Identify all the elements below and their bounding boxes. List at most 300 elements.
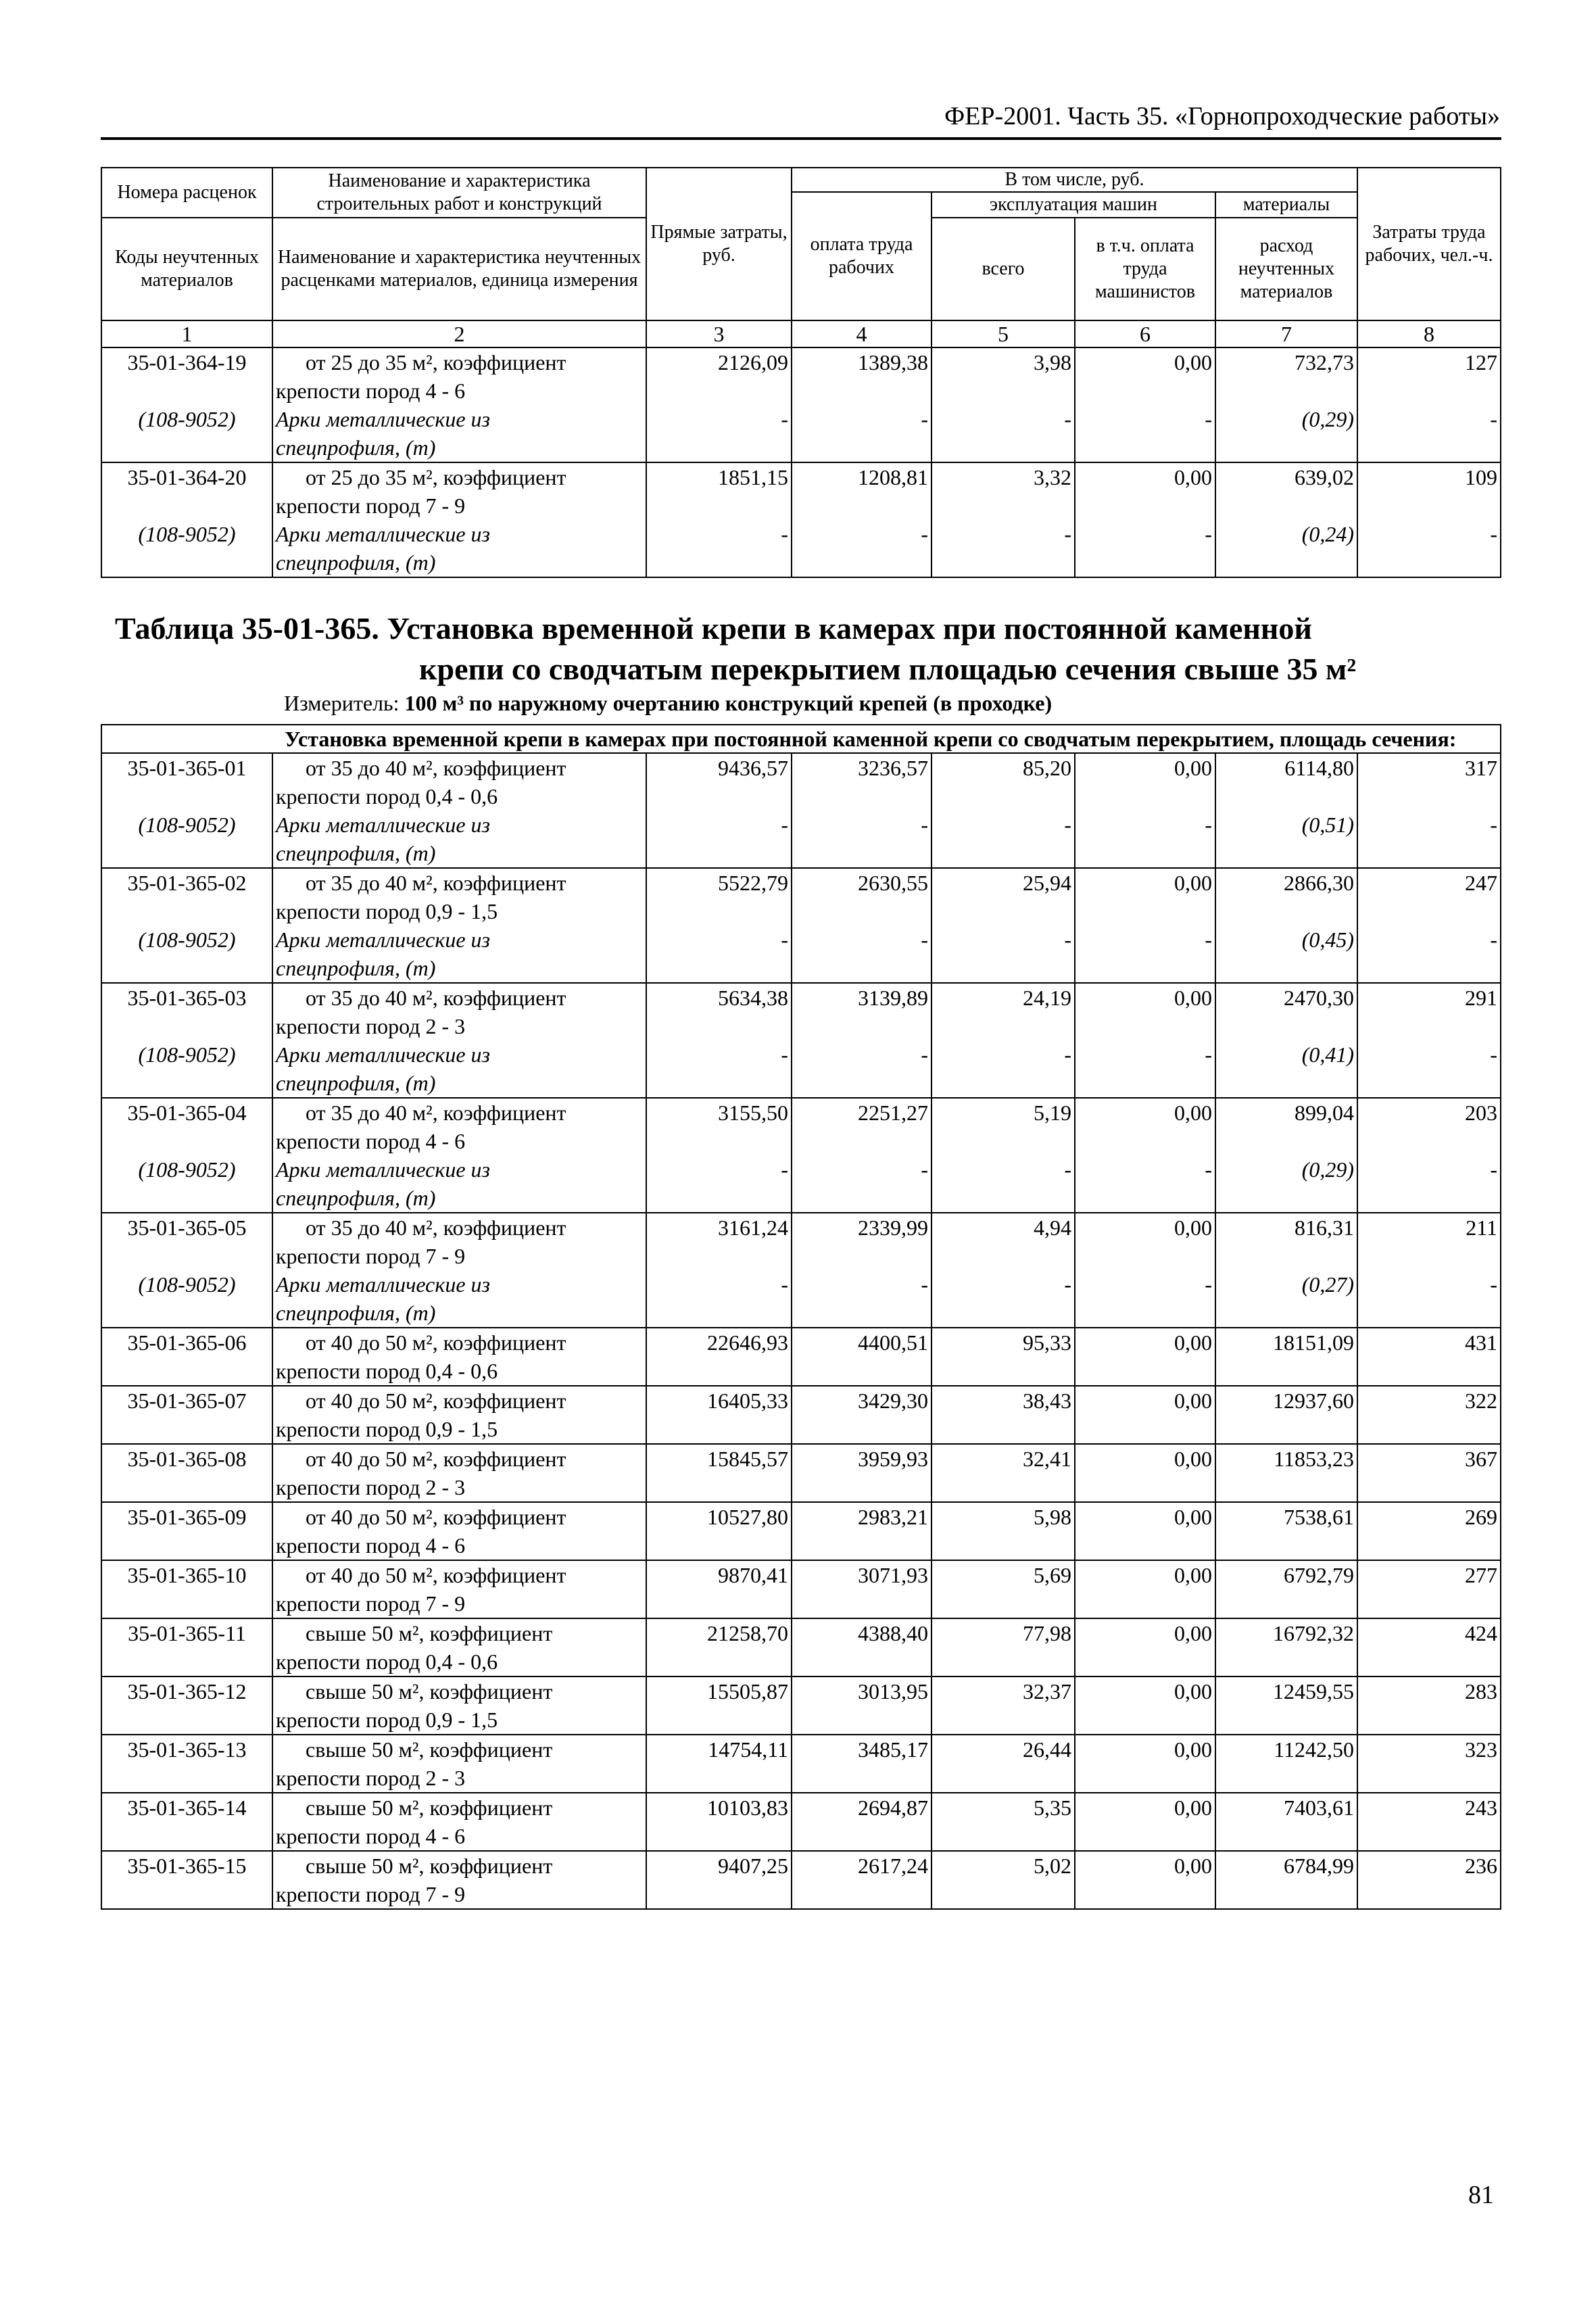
description-line: крепости пород 4 - 6	[276, 1129, 466, 1153]
material-worker-wage: -	[921, 1157, 928, 1182]
description-line: от 35 до 40 м², коэффициент	[306, 986, 566, 1010]
materials-cell	[1215, 868, 1357, 983]
materials-cell	[1215, 753, 1357, 868]
material-name: Арки металлические из	[276, 927, 491, 952]
machines-total-cell	[932, 1098, 1075, 1213]
material-machinist-wage: -	[1205, 1042, 1212, 1067]
machinist-wage: 0,00	[1174, 986, 1212, 1010]
machinist-wage: 0,00	[1174, 1389, 1212, 1413]
labor-hours-cell	[1357, 1793, 1501, 1851]
table-row	[101, 1676, 1501, 1735]
direct-costs: 2126,09	[718, 350, 788, 375]
material-name: спецпрофиля, (т)	[276, 841, 436, 865]
col-wage: оплата труда рабочих	[792, 192, 932, 320]
description-line: от 25 до 35 м², коэффициент	[306, 350, 566, 375]
description-line: от 25 до 35 м², коэффициент	[306, 465, 566, 489]
column-number: 7	[1215, 320, 1357, 347]
description-cell	[272, 1502, 646, 1560]
rate-code: 35-01-365-14	[127, 1795, 247, 1820]
col-material-use: расход неучтенных материалов	[1215, 218, 1357, 320]
machinist-wage: 0,00	[1174, 756, 1212, 780]
direct-costs: 15505,87	[707, 1679, 788, 1704]
table-row	[101, 1618, 1501, 1676]
direct-costs: 10527,80	[707, 1505, 788, 1529]
worker-wage-cell	[792, 1328, 932, 1386]
machinist-wage-cell	[1075, 1560, 1215, 1618]
description-cell	[272, 868, 646, 983]
material-machines-total: -	[1064, 1272, 1071, 1297]
labor-hours-cell	[1357, 1502, 1501, 1560]
materials: 12459,55	[1273, 1679, 1354, 1704]
machines-total: 5,19	[1034, 1101, 1071, 1125]
description-cell	[272, 1098, 646, 1213]
materials-cell	[1215, 983, 1357, 1098]
description-line: крепости пород 2 - 3	[276, 1475, 466, 1499]
material-materials: (0,41)	[1301, 1042, 1354, 1067]
machines-total-cell	[932, 1676, 1075, 1735]
material-name: Арки металлические из	[276, 407, 491, 431]
labor-hours: 291	[1465, 986, 1497, 1010]
col-material-codes: Коды неучтенных материалов	[101, 218, 272, 320]
direct-costs: 10103,83	[707, 1795, 788, 1820]
machinist-wage: 0,00	[1174, 1447, 1212, 1471]
rate-code-cell	[101, 1328, 272, 1386]
worker-wage-cell	[792, 1618, 932, 1676]
worker-wage: 1389,38	[858, 350, 928, 375]
description-line: от 40 до 50 м², коэффициент	[306, 1330, 566, 1355]
machines-total: 32,41	[1023, 1447, 1071, 1471]
direct-costs-cell	[646, 1735, 792, 1793]
machines-total-cell	[932, 1502, 1075, 1560]
description-line: крепости пород 0,9 - 1,5	[276, 899, 498, 923]
material-machines-total: -	[1064, 522, 1071, 546]
rate-code-cell	[101, 753, 272, 868]
material-name: спецпрофиля, (т)	[276, 1301, 436, 1325]
rate-code-cell	[101, 1793, 272, 1851]
running-header: ФЕР-2001. Часть 35. «Горнопроходческие работы»	[944, 102, 1500, 130]
materials: 732,73	[1295, 350, 1354, 375]
worker-wage-cell	[792, 1676, 932, 1735]
description-line: от 35 до 40 м², коэффициент	[306, 871, 566, 895]
description-cell	[272, 347, 646, 462]
worker-wage-cell	[792, 1851, 932, 1909]
column-number: 3	[646, 320, 792, 347]
material-labor-hours: -	[1490, 407, 1497, 431]
description-cell	[272, 1735, 646, 1793]
machinist-wage: 0,00	[1174, 1737, 1212, 1762]
machines-total: 77,98	[1023, 1621, 1071, 1645]
machinist-wage-cell	[1075, 1676, 1215, 1735]
labor-hours: 322	[1465, 1389, 1497, 1413]
table-row	[101, 347, 1501, 462]
rate-code: 35-01-365-04	[127, 1101, 247, 1125]
machinist-wage-cell	[1075, 1444, 1215, 1502]
worker-wage: 1208,81	[858, 465, 928, 489]
material-materials: (0,27)	[1301, 1272, 1354, 1297]
description-cell	[272, 1618, 646, 1676]
direct-costs-cell	[646, 983, 792, 1098]
material-code: (108-9052)	[138, 1042, 236, 1067]
description-cell	[272, 1213, 646, 1328]
rates-table-365	[101, 724, 1501, 1910]
direct-costs-cell	[646, 1213, 792, 1328]
machines-total: 26,44	[1023, 1737, 1071, 1762]
description-line: свыше 50 м², коэффициент	[306, 1737, 553, 1762]
labor-hours-cell	[1357, 1676, 1501, 1735]
table-title	[115, 608, 1467, 690]
machinist-wage: 0,00	[1174, 465, 1212, 489]
direct-costs-cell	[646, 1444, 792, 1502]
rate-code-cell	[101, 1676, 272, 1735]
col-including: В том числе, руб.	[792, 168, 1357, 192]
material-name: Арки металлические из	[276, 813, 491, 837]
labor-hours: 203	[1465, 1101, 1497, 1125]
rate-code-cell	[101, 1386, 272, 1444]
column-number: 6	[1075, 320, 1215, 347]
labor-hours: 367	[1465, 1447, 1497, 1471]
machinist-wage-cell	[1075, 983, 1215, 1098]
worker-wage: 3429,30	[858, 1389, 928, 1413]
labor-hours: 269	[1465, 1505, 1497, 1529]
material-materials: (0,29)	[1301, 1157, 1354, 1182]
col-rate-number: Номера расценок	[101, 168, 272, 218]
rate-code-cell	[101, 868, 272, 983]
machines-total-cell	[932, 347, 1075, 462]
worker-wage: 3959,93	[858, 1447, 928, 1471]
rate-code-cell	[101, 1502, 272, 1560]
worker-wage-cell	[792, 347, 932, 462]
worker-wage: 4400,51	[858, 1330, 928, 1355]
column-number: 5	[932, 320, 1075, 347]
machinist-wage: 0,00	[1174, 350, 1212, 375]
labor-hours-cell	[1357, 1851, 1501, 1909]
material-name: спецпрофиля, (т)	[276, 550, 436, 575]
material-name: спецпрофиля, (т)	[276, 956, 436, 980]
col-machines: эксплуатация машин	[932, 192, 1215, 218]
worker-wage: 2251,27	[858, 1101, 928, 1125]
description-cell	[272, 1444, 646, 1502]
description-line: крепости пород 7 - 9	[276, 1591, 466, 1616]
group-heading: Установка временной крепи в камерах при постоянной каменной крепи со сводчатым перекрытием, площадь сечения:	[101, 725, 1501, 753]
worker-wage-cell	[792, 1793, 932, 1851]
machines-total: 85,20	[1023, 756, 1071, 780]
material-materials: (0,51)	[1301, 813, 1354, 837]
materials: 639,02	[1295, 465, 1354, 489]
worker-wage-cell	[792, 1444, 932, 1502]
description-cell	[272, 1386, 646, 1444]
table-row	[101, 868, 1501, 983]
direct-costs-cell	[646, 868, 792, 983]
labor-hours: 243	[1465, 1795, 1497, 1820]
materials-cell	[1215, 1213, 1357, 1328]
rate-code-cell	[101, 462, 272, 577]
description-cell	[272, 983, 646, 1098]
machines-total: 38,43	[1023, 1389, 1071, 1413]
materials: 2470,30	[1284, 986, 1354, 1010]
material-direct-costs: -	[781, 1272, 788, 1297]
rate-code: 35-01-365-10	[127, 1563, 247, 1587]
worker-wage: 4388,40	[858, 1621, 928, 1645]
material-name: спецпрофиля, (т)	[276, 1186, 436, 1210]
material-machinist-wage: -	[1205, 927, 1212, 952]
table-row	[101, 462, 1501, 577]
worker-wage: 2617,24	[858, 1854, 928, 1878]
direct-costs: 9870,41	[718, 1563, 788, 1587]
machines-total-cell	[932, 1444, 1075, 1502]
worker-wage: 3071,93	[858, 1563, 928, 1587]
machines-total-cell	[932, 868, 1075, 983]
machines-total-cell	[932, 1735, 1075, 1793]
rate-code: 35-01-365-08	[127, 1447, 247, 1471]
worker-wage: 2694,87	[858, 1795, 928, 1820]
rate-code-cell	[101, 983, 272, 1098]
col-labor: Затраты труда рабочих, чел.-ч.	[1357, 168, 1501, 320]
column-number: 2	[272, 320, 646, 347]
description-cell	[272, 1851, 646, 1909]
machinist-wage: 0,00	[1174, 1621, 1212, 1645]
material-labor-hours: -	[1490, 1157, 1497, 1182]
column-number: 8	[1357, 320, 1501, 347]
table-row	[101, 1098, 1501, 1213]
description-cell	[272, 1328, 646, 1386]
material-machines-total: -	[1064, 1157, 1071, 1182]
rate-code: 35-01-365-01	[127, 756, 247, 780]
direct-costs-cell	[646, 1851, 792, 1909]
labor-hours: 211	[1466, 1215, 1497, 1240]
machinist-wage-cell	[1075, 1098, 1215, 1213]
material-direct-costs: -	[781, 1042, 788, 1067]
materials-cell	[1215, 1851, 1357, 1909]
material-code: (108-9052)	[138, 813, 236, 837]
column-number: 4	[792, 320, 932, 347]
table-row	[101, 1444, 1501, 1502]
description-line: свыше 50 м², коэффициент	[306, 1854, 553, 1878]
rates-table-364	[101, 167, 1501, 578]
description-line: от 40 до 50 м², коэффициент	[306, 1505, 566, 1529]
machines-total-cell	[932, 1328, 1075, 1386]
description-cell	[272, 1676, 646, 1735]
description-line: свыше 50 м², коэффициент	[306, 1679, 553, 1704]
direct-costs-cell	[646, 1098, 792, 1213]
material-direct-costs: -	[781, 407, 788, 431]
material-name: спецпрофиля, (т)	[276, 1071, 436, 1095]
machinist-wage-cell	[1075, 868, 1215, 983]
description-cell	[272, 1560, 646, 1618]
machines-total-cell	[932, 1793, 1075, 1851]
rate-code: 35-01-365-15	[127, 1854, 247, 1878]
description-line: крепости пород 0,9 - 1,5	[276, 1417, 498, 1441]
machines-total-cell	[932, 1618, 1075, 1676]
table-row	[101, 1386, 1501, 1444]
machines-total: 25,94	[1023, 871, 1071, 895]
table-row	[101, 1735, 1501, 1793]
material-labor-hours: -	[1490, 522, 1497, 546]
worker-wage: 2630,55	[858, 871, 928, 895]
machinist-wage-cell	[1075, 1213, 1215, 1328]
rate-code-cell	[101, 1560, 272, 1618]
material-labor-hours: -	[1490, 927, 1497, 952]
materials: 12937,60	[1273, 1389, 1354, 1413]
col-materials: материалы	[1215, 192, 1357, 218]
material-materials: (0,45)	[1301, 927, 1354, 952]
machines-total-cell	[932, 462, 1075, 577]
direct-costs: 16405,33	[707, 1389, 788, 1413]
description-cell	[272, 462, 646, 577]
page-number: 81	[1468, 2181, 1494, 2209]
worker-wage-cell	[792, 1098, 932, 1213]
material-name: спецпрофиля, (т)	[276, 435, 436, 460]
materials-cell	[1215, 1098, 1357, 1213]
worker-wage: 2339,99	[858, 1215, 928, 1240]
materials: 6792,79	[1284, 1563, 1354, 1587]
machinist-wage: 0,00	[1174, 1795, 1212, 1820]
materials: 6784,99	[1284, 1854, 1354, 1878]
worker-wage-cell	[792, 868, 932, 983]
table-row	[101, 1213, 1501, 1328]
measure-unit	[284, 691, 1052, 716]
machinist-wage: 0,00	[1174, 1101, 1212, 1125]
materials-cell	[1215, 1618, 1357, 1676]
worker-wage-cell	[792, 753, 932, 868]
description-line: крепости пород 0,4 - 0,6	[276, 1359, 498, 1383]
col-direct-costs: Прямые затраты, руб.	[646, 168, 792, 320]
machines-total: 3,98	[1034, 350, 1071, 375]
material-code: (108-9052)	[138, 1272, 236, 1297]
description-line: крепости пород 0,4 - 0,6	[276, 784, 498, 809]
worker-wage-cell	[792, 1735, 932, 1793]
material-name: Арки металлические из	[276, 1272, 491, 1297]
description-line: крепости пород 4 - 6	[276, 379, 466, 403]
labor-hours: 431	[1465, 1330, 1497, 1355]
table-row	[101, 1851, 1501, 1909]
table-title-line-1: Таблица 35-01-365. Установка временной крепи в камерах при постоянной каменной	[115, 611, 1312, 646]
description-line: от 40 до 50 м², коэффициент	[306, 1389, 566, 1413]
material-name: Арки металлические из	[276, 522, 491, 546]
description-cell	[272, 753, 646, 868]
rate-code: 35-01-364-19	[127, 350, 247, 375]
description-line: крепости пород 0,9 - 1,5	[276, 1708, 498, 1732]
rate-code: 35-01-365-07	[127, 1389, 247, 1413]
rate-code: 35-01-365-12	[127, 1679, 247, 1704]
materials: 7403,61	[1284, 1795, 1354, 1820]
materials-cell	[1215, 1502, 1357, 1560]
rate-code-cell	[101, 347, 272, 462]
machines-total: 24,19	[1023, 986, 1071, 1010]
materials: 11242,50	[1274, 1737, 1354, 1762]
worker-wage-cell	[792, 983, 932, 1098]
machines-total-cell	[932, 1851, 1075, 1909]
rate-code-cell	[101, 1618, 272, 1676]
direct-costs-cell	[646, 753, 792, 868]
material-worker-wage: -	[921, 927, 928, 952]
direct-costs: 3155,50	[718, 1101, 788, 1125]
labor-hours-cell	[1357, 347, 1501, 462]
material-worker-wage: -	[921, 813, 928, 837]
table-row	[101, 983, 1501, 1098]
machinist-wage-cell	[1075, 1851, 1215, 1909]
material-labor-hours: -	[1490, 1042, 1497, 1067]
rate-code: 35-01-365-05	[127, 1215, 247, 1240]
labor-hours: 109	[1465, 465, 1497, 489]
direct-costs-cell	[646, 1328, 792, 1386]
table-row	[101, 1328, 1501, 1386]
machines-total-cell	[932, 1213, 1075, 1328]
table-row	[101, 1502, 1501, 1560]
description-line: крепости пород 2 - 3	[276, 1014, 466, 1038]
labor-hours: 323	[1465, 1737, 1497, 1762]
material-name: Арки металлические из	[276, 1042, 491, 1067]
machinist-wage: 0,00	[1174, 1215, 1212, 1240]
labor-hours: 247	[1465, 871, 1497, 895]
material-direct-costs: -	[781, 927, 788, 952]
direct-costs-cell	[646, 1560, 792, 1618]
materials-cell	[1215, 462, 1357, 577]
material-direct-costs: -	[781, 1157, 788, 1182]
labor-hours: 317	[1465, 756, 1497, 780]
machinist-wage: 0,00	[1174, 1854, 1212, 1878]
machines-total: 5,98	[1034, 1505, 1071, 1529]
labor-hours-cell	[1357, 753, 1501, 868]
labor-hours-cell	[1357, 1386, 1501, 1444]
worker-wage-cell	[792, 1213, 932, 1328]
direct-costs: 5522,79	[718, 871, 788, 895]
machinist-wage-cell	[1075, 1735, 1215, 1793]
col-work-name: Наименование и характеристика строительных работ и конструкций	[272, 168, 646, 218]
material-machinist-wage: -	[1205, 522, 1212, 546]
direct-costs-cell	[646, 347, 792, 462]
machines-total-cell	[932, 753, 1075, 868]
labor-hours-cell	[1357, 1560, 1501, 1618]
materials-cell	[1215, 347, 1357, 462]
direct-costs-cell	[646, 1618, 792, 1676]
description-line: свыше 50 м², коэффициент	[306, 1795, 553, 1820]
materials: 16792,32	[1273, 1621, 1354, 1645]
description-line: свыше 50 м², коэффициент	[306, 1621, 553, 1645]
direct-costs-cell	[646, 462, 792, 577]
materials: 18151,09	[1273, 1330, 1354, 1355]
machinist-wage-cell	[1075, 1386, 1215, 1444]
direct-costs-cell	[646, 1502, 792, 1560]
materials-cell	[1215, 1735, 1357, 1793]
material-materials: (0,24)	[1301, 522, 1354, 546]
rate-code-cell	[101, 1098, 272, 1213]
direct-costs: 9436,57	[718, 756, 788, 780]
worker-wage: 3236,57	[858, 756, 928, 780]
material-labor-hours: -	[1490, 813, 1497, 837]
machinist-wage-cell	[1075, 1328, 1215, 1386]
rate-code-cell	[101, 1851, 272, 1909]
machines-total-cell	[932, 983, 1075, 1098]
rate-code: 35-01-365-03	[127, 986, 247, 1010]
worker-wage-cell	[792, 1502, 932, 1560]
material-machines-total: -	[1064, 927, 1071, 952]
machinist-wage: 0,00	[1174, 871, 1212, 895]
material-name: Арки металлические из	[276, 1157, 491, 1182]
col-machines-total: всего	[932, 218, 1075, 320]
measure-label: Измеритель:	[284, 691, 400, 715]
rate-code: 35-01-365-09	[127, 1505, 247, 1529]
material-machines-total: -	[1064, 813, 1071, 837]
worker-wage: 3013,95	[858, 1679, 928, 1704]
machines-total: 3,32	[1034, 465, 1071, 489]
measure-value: 100 м³ по наружному очертанию конструкций крепей (в проходке)	[404, 691, 1053, 715]
material-worker-wage: -	[921, 1272, 928, 1297]
labor-hours-cell	[1357, 1444, 1501, 1502]
machines-total: 5,69	[1034, 1563, 1071, 1587]
description-line: от 40 до 50 м², коэффициент	[306, 1563, 566, 1587]
material-machinist-wage: -	[1205, 813, 1212, 837]
labor-hours: 127	[1465, 350, 1497, 375]
